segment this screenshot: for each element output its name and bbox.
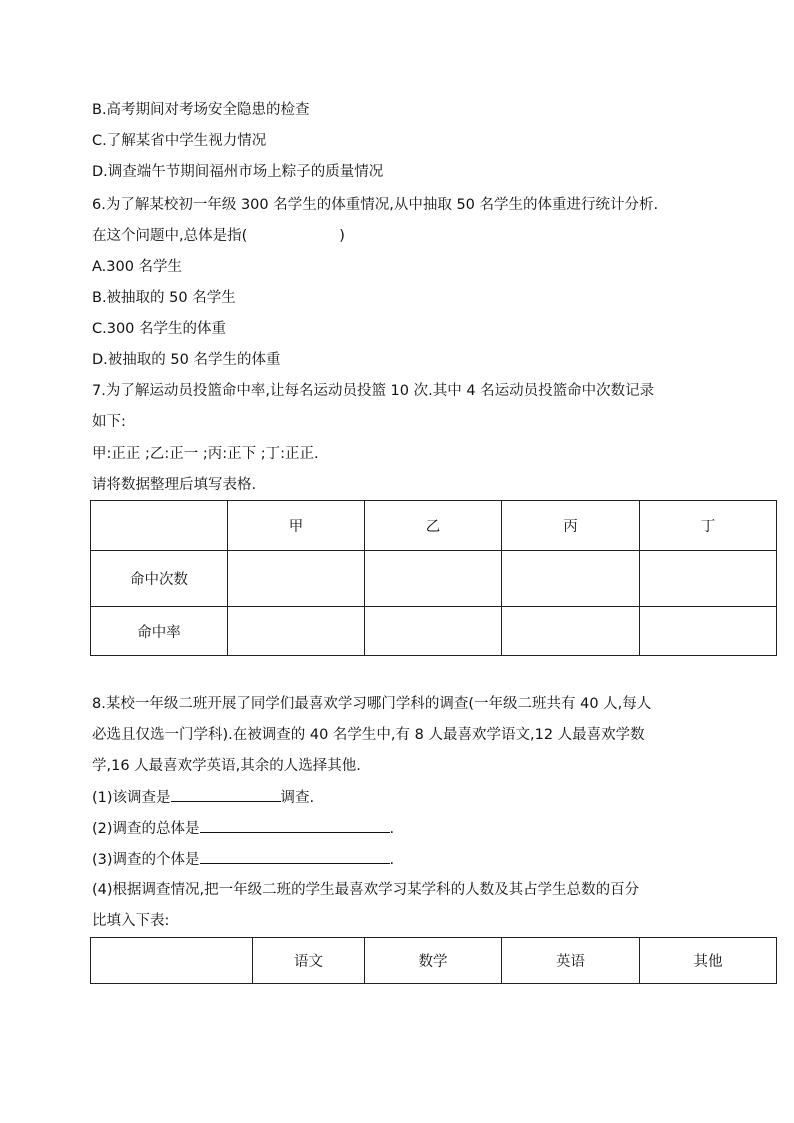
answer-blank[interactable] <box>200 849 390 864</box>
question-8-part4-line2: 比填入下表: <box>92 913 170 929</box>
question-6-option-a: A.300 名学生 <box>92 259 183 275</box>
hit-rate-table <box>90 500 777 656</box>
table-header-english: 英语 <box>502 938 640 984</box>
question-8-line2: 必选且仅选一门学科).在被调查的 40 名学生中,有 8 人最喜欢学语文,12 人最喜欢学数 <box>92 727 645 743</box>
part2-suffix: . <box>389 821 395 837</box>
answer-blank[interactable] <box>171 787 281 802</box>
question-8-part2 <box>92 818 394 839</box>
option-b: B.高考期间对考场安全隐患的检查 <box>92 102 310 118</box>
table-cell[interactable] <box>502 551 640 607</box>
row-label-hits: 命中次数 <box>91 551 228 607</box>
part2-text: (2)调查的总体是 <box>92 821 200 837</box>
table-cell[interactable] <box>228 607 365 656</box>
table-header-blank <box>91 938 253 984</box>
question-8-part4: (4)根据调查情况,把一年级二班的学生最喜欢学习某学科的人数及其占学生总数的百分 <box>92 882 640 898</box>
part3-suffix: . <box>389 852 395 868</box>
table-header-jia: 甲 <box>228 501 365 551</box>
table-header-math: 数学 <box>365 938 502 984</box>
table-header-other: 其他 <box>640 938 777 984</box>
question-7-line2: 如下: <box>92 414 126 430</box>
question-6-option-c: C.300 名学生的体重 <box>92 321 227 337</box>
question-7: 7.为了解运动员投篮命中率,让每名运动员投篮 10 次.其中 4 名运动员投篮命中次数记录 <box>92 383 655 399</box>
table-header-yi: 乙 <box>365 501 502 551</box>
part1-text: (1)该调查是 <box>92 790 171 806</box>
table-cell[interactable] <box>365 551 502 607</box>
table-cell[interactable] <box>502 607 640 656</box>
table-header-ding: 丁 <box>640 501 777 551</box>
part3-text: (3)调查的个体是 <box>92 852 200 868</box>
question-7-tally: 甲:正正 ;乙:正一 ;丙:正下 ;丁:正正. <box>92 446 319 462</box>
question-6-option-d: D.被抽取的 50 名学生的体重 <box>92 352 281 368</box>
question-8-part3 <box>92 849 394 870</box>
answer-blank[interactable] <box>200 818 390 833</box>
option-c: C.了解某省中学生视力情况 <box>92 133 267 149</box>
question-6-option-b: B.被抽取的 50 名学生 <box>92 290 236 306</box>
question-8: 8.某校一年级二班开展了同学们最喜欢学习哪门学科的调查(一年级二班共有 40 人,每人 <box>92 696 652 712</box>
table-header-bing: 丙 <box>502 501 640 551</box>
row-label-hit-rate: 命中率 <box>91 607 228 656</box>
option-d: D.调查端午节期间福州市场上粽子的质量情况 <box>92 164 384 180</box>
part1-suffix: 调查. <box>280 790 315 806</box>
table-header-chinese: 语文 <box>253 938 365 984</box>
question-6-line2 <box>92 226 345 246</box>
table-cell[interactable] <box>365 607 502 656</box>
question-7-instruction: 请将数据整理后填写表格. <box>92 477 257 493</box>
table-cell[interactable] <box>640 607 777 656</box>
subject-table <box>90 937 777 984</box>
question-6: 6.为了解某校初一年级 300 名学生的体重情况,从中抽取 50 名学生的体重进行统计分析. <box>92 197 659 213</box>
question-6-line2-text: 在这个问题中,总体是指( <box>92 228 248 244</box>
question-8-line3: 学,16 人最喜欢学英语,其余的人选择其他. <box>92 758 361 774</box>
table-cell[interactable] <box>228 551 365 607</box>
question-8-part1 <box>92 787 314 808</box>
closing-paren: ) <box>339 228 345 244</box>
table-cell[interactable] <box>640 551 777 607</box>
table-header-blank <box>91 501 228 551</box>
